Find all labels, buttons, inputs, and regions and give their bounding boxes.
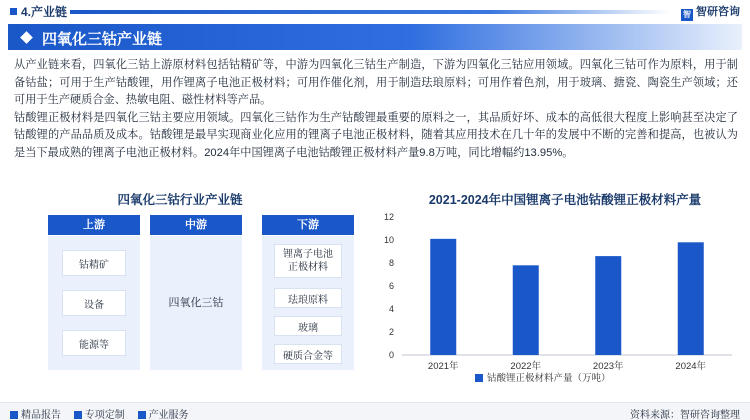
section-text: 4.产业链 xyxy=(21,5,68,19)
bar xyxy=(430,239,456,355)
paragraph-2: 钴酸锂正极材料是四氧化三钴主要应用领域。四氧化三钴作为生产钴酸锂最重要的原料之一，其品质好坏、成本的高低很大程度上影响甚至决定了钴酸锂的产品品质及成本。钴酸锂是最早实现商业化应用的锂离子电池正极材料，随着其应用技术在几十年的发展中不断的完善和提高，也被认为是当下最成熟的锂离子电池正极材料。2024年中国锂离子电池钴酸锂正极材料产量9.8万吨，同比增幅约13.95%。 xyxy=(14,111,738,159)
legend-label: 钴酸锂正极材料产量（万吨） xyxy=(487,373,611,384)
diamond-icon xyxy=(20,31,33,44)
y-tick-label: 10 xyxy=(383,235,394,245)
brand-logo[interactable] xyxy=(681,3,740,21)
y-tick-label: 8 xyxy=(388,258,394,268)
title-banner xyxy=(8,24,742,50)
footer-link-label: 专项定制 xyxy=(84,410,125,420)
downstream-header: 下游 xyxy=(262,215,354,235)
y-tick-label: 4 xyxy=(388,304,394,314)
upstream-header: 上游 xyxy=(48,215,140,235)
upstream-item: 钴精矿 xyxy=(62,250,126,276)
page-header xyxy=(0,0,750,22)
footer-link-label: 产业服务 xyxy=(148,410,189,420)
downstream-column xyxy=(262,236,354,370)
brand-logo-text: 智研咨询 xyxy=(696,6,740,18)
bar xyxy=(513,265,539,355)
square-icon xyxy=(10,411,18,419)
upstream-column xyxy=(48,236,140,370)
midstream-column xyxy=(150,236,242,370)
downstream-item: 锂离子电池 正极材料 xyxy=(274,244,342,278)
square-icon xyxy=(74,411,82,419)
intro-text xyxy=(14,57,738,163)
footer-links xyxy=(10,406,199,420)
midstream-item: 四氧化三钴 xyxy=(168,297,224,309)
data-source: 资料来源：智研咨询整理 xyxy=(630,410,740,420)
midstream-header: 中游 xyxy=(150,215,242,235)
bar-chart xyxy=(370,205,745,395)
page-title: 四氧化三钴产业链 xyxy=(42,31,163,48)
x-tick-label: 2022年 xyxy=(510,361,542,372)
footer-link-custom[interactable] xyxy=(74,410,125,420)
x-tick-label: 2023年 xyxy=(592,361,624,372)
brand-logo-icon: 智 xyxy=(683,10,691,19)
downstream-item: 硬质合金等 xyxy=(274,344,342,364)
y-tick-label: 2 xyxy=(388,327,394,337)
footer-link-label: 精品报告 xyxy=(21,410,61,420)
x-tick-label: 2021年 xyxy=(427,361,459,372)
paragraph-1: 从产业链来看，四氧化三钴上游原材料包括钴精矿等，中游为四氧化三钴生产制造，下游为四氧化三钴应用领域。四氧化三钴可作为原料，用于制备钴盐；可用于生产钴酸锂，用作锂离子电池正极材料；可用作催化剂，用于制造珐琅原料；可用作着色剂，用于玻璃、搪瓷、陶瓷生产领域；还可用于生产硬质合金、热敏电阻、磁性材料等产品。 xyxy=(14,59,738,107)
y-tick-label: 12 xyxy=(383,212,394,222)
footer-link-reports[interactable] xyxy=(10,410,61,420)
downstream-item: 玻璃 xyxy=(274,316,342,336)
bar xyxy=(595,256,621,355)
bar xyxy=(678,242,704,355)
upstream-item: 设备 xyxy=(62,290,126,316)
square-icon xyxy=(138,411,146,419)
page-footer xyxy=(0,402,750,420)
y-tick-label: 6 xyxy=(388,281,394,291)
legend-swatch xyxy=(475,374,483,382)
section-label xyxy=(10,3,67,20)
y-tick-label: 0 xyxy=(388,350,394,360)
chart-title: 2021-2024年中国锂离子电池钴酸锂正极材料产量 xyxy=(428,193,702,207)
upstream-item: 能源等 xyxy=(62,330,126,356)
downstream-item: 珐琅原料 xyxy=(274,288,342,308)
header-stripe xyxy=(70,10,670,14)
footer-link-service[interactable] xyxy=(138,410,189,420)
diagram-title: 四氧化三钴行业产业链 xyxy=(117,193,243,207)
x-tick-label: 2024年 xyxy=(675,361,707,372)
section-square-icon xyxy=(10,8,17,15)
